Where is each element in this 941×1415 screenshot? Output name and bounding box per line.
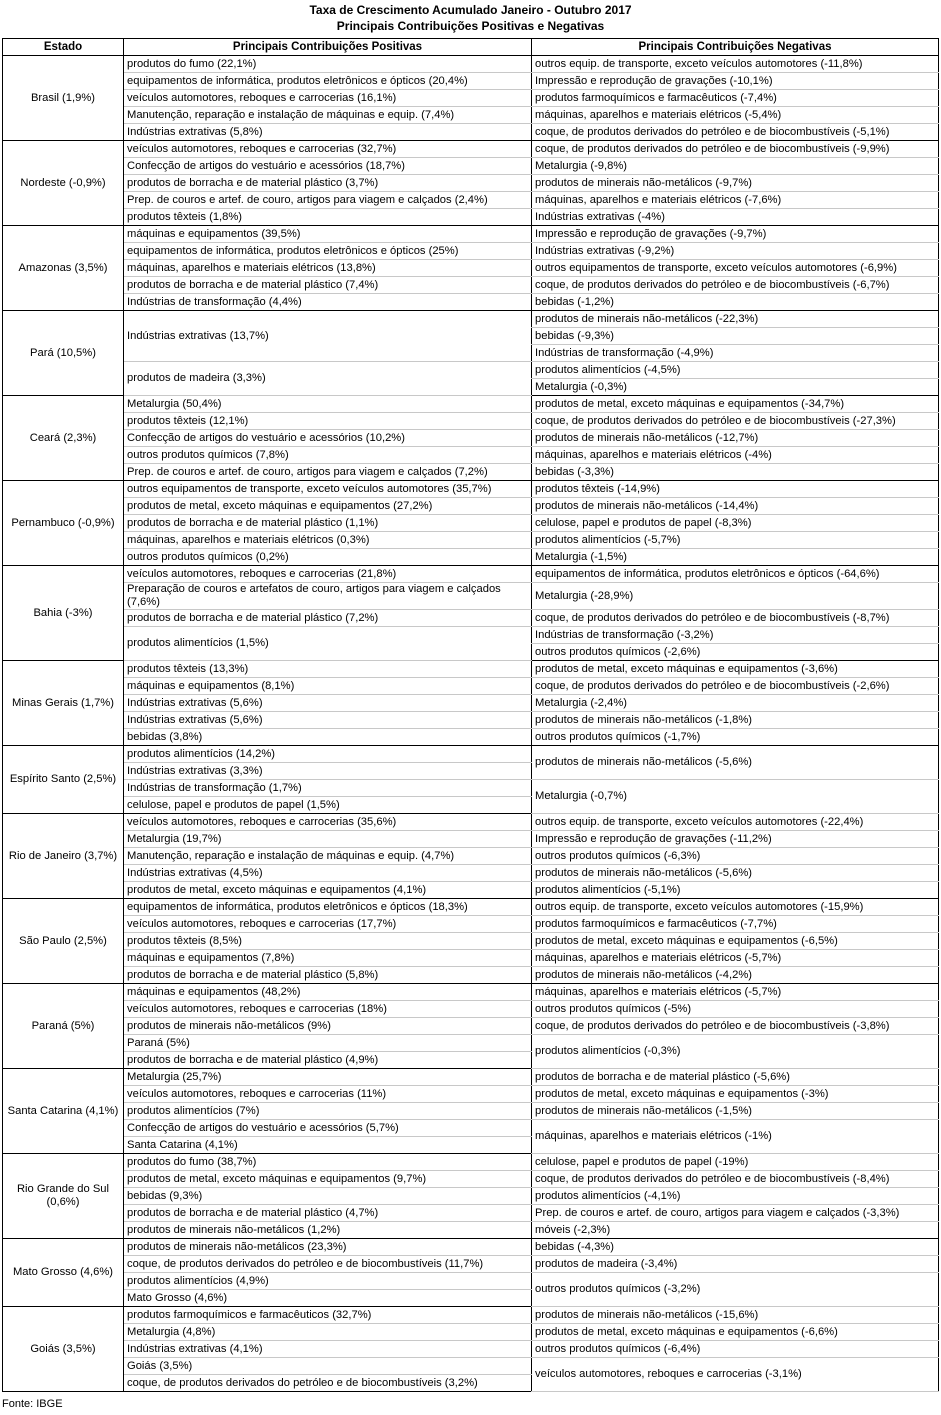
- table-row: [3, 1222, 939, 1239]
- table-row: [3, 396, 939, 413]
- positive-cell: produtos do fumo (38,7%): [124, 1154, 532, 1171]
- table-row: [3, 56, 939, 73]
- table-row: [3, 515, 939, 532]
- table-row: [3, 209, 939, 226]
- negative-cell: Metalurgia (-9,8%): [532, 158, 939, 175]
- state-label: Pernambuco (-0,9%): [3, 481, 124, 566]
- table-row: [3, 1205, 939, 1222]
- table-row: [3, 1273, 939, 1290]
- table-row: [3, 1069, 939, 1086]
- positive-cell: produtos têxteis (13,3%): [124, 661, 532, 678]
- table-row: [3, 498, 939, 515]
- positive-cell: máquinas e equipamentos (48,2%): [124, 984, 532, 1001]
- state-label: Brasil (1,9%): [3, 56, 124, 141]
- table-row: [3, 447, 939, 464]
- positive-cell: Manutenção, reparação e instalação de máquinas e equip. (4,7%): [124, 848, 532, 865]
- positive-cell: equipamentos de informática, produtos eletrônicos e ópticos (25%): [124, 243, 532, 260]
- negative-cell: coque, de produtos derivados do petróleo e de biocombustíveis (-8,4%): [532, 1171, 939, 1188]
- state-label: Goiás (3,5%): [3, 1307, 124, 1392]
- positive-cell: máquinas e equipamentos (39,5%): [124, 226, 532, 243]
- header-row: [3, 39, 939, 56]
- negative-cell: Metalurgia (-1,5%): [532, 549, 939, 566]
- negative-cell: produtos de minerais não-metálicos (-12,7%): [532, 430, 939, 447]
- negative-cell: produtos de metal, exceto máquinas e equipamentos (-6,5%): [532, 933, 939, 950]
- table-row: [3, 260, 939, 277]
- positive-cell: Metalurgia (19,7%): [124, 831, 532, 848]
- state-label: Minas Gerais (1,7%): [3, 661, 124, 746]
- positive-cell: Indústrias extrativas (4,1%): [124, 1341, 532, 1358]
- state-label: Bahia (-3%): [3, 566, 124, 661]
- positive-cell: Indústrias extrativas (4,5%): [124, 865, 532, 882]
- positive-cell: produtos de metal, exceto máquinas e equipamentos (4,1%): [124, 882, 532, 899]
- positive-cell: Manutenção, reparação e instalação de máquinas e equip. (7,4%): [124, 107, 532, 124]
- negative-cell: máquinas, aparelhos e materiais elétricos (-4%): [532, 447, 939, 464]
- negative-cell: outros equip. de transporte, exceto veículos automotores (-15,9%): [532, 899, 939, 916]
- table-row: [3, 1154, 939, 1171]
- negative-cell: produtos têxteis (-14,9%): [532, 481, 939, 498]
- table-row: [3, 549, 939, 566]
- positive-cell: produtos alimentícios (4,9%): [124, 1273, 532, 1290]
- state-label: Mato Grosso (4,6%): [3, 1239, 124, 1307]
- negative-cell: coque, de produtos derivados do petróleo e de biocombustíveis (-9,9%): [532, 141, 939, 158]
- positive-cell: veículos automotores, reboques e carrocerias (17,7%): [124, 916, 532, 933]
- positive-cell: Goiás (3,5%): [124, 1358, 532, 1375]
- negative-cell: coque, de produtos derivados do petróleo e de biocombustíveis (-5,1%): [532, 124, 939, 141]
- state-label: Santa Catarina (4,1%): [3, 1069, 124, 1154]
- positive-cell: produtos alimentícios (14,2%): [124, 746, 532, 763]
- table-row: [3, 1341, 939, 1358]
- positive-cell: Indústrias extrativas (5,6%): [124, 712, 532, 729]
- negative-cell: produtos de minerais não-metálicos (-5,6%): [532, 865, 939, 882]
- positive-cell: Paraná (5%): [124, 1035, 532, 1052]
- positive-cell: Prep. de couros e artef. de couro, artigos para viagem e calçados (7,2%): [124, 464, 532, 481]
- positive-cell: produtos de borracha e de material plástico (4,7%): [124, 1205, 532, 1222]
- positive-cell: máquinas e equipamentos (8,1%): [124, 678, 532, 695]
- table-row: [3, 610, 939, 627]
- negative-cell: Metalurgia (-0,3%): [532, 379, 939, 396]
- negative-cell: coque, de produtos derivados do petróleo e de biocombustíveis (-8,7%): [532, 610, 939, 627]
- positive-cell: Confecção de artigos do vestuário e acessórios (18,7%): [124, 158, 532, 175]
- table-row: [3, 192, 939, 209]
- positive-cell: veículos automotores, reboques e carrocerias (18%): [124, 1001, 532, 1018]
- negative-cell: produtos de borracha e de material plástico (-5,6%): [532, 1069, 939, 1086]
- negative-cell: bebidas (-3,3%): [532, 464, 939, 481]
- negative-cell: produtos farmoquímicos e farmacêuticos (-7,7%): [532, 916, 939, 933]
- negative-cell: bebidas (-9,3%): [532, 328, 939, 345]
- negative-cell: máquinas, aparelhos e materiais elétricos (-1%): [532, 1120, 939, 1154]
- table-row: [3, 712, 939, 729]
- positive-cell: máquinas, aparelhos e materiais elétricos (0,3%): [124, 532, 532, 549]
- positive-cell: produtos de borracha e de material plástico (5,8%): [124, 967, 532, 984]
- positive-cell: produtos alimentícios (7%): [124, 1103, 532, 1120]
- table-row: [3, 950, 939, 967]
- table-row: [3, 362, 939, 379]
- table-title: Taxa de Crescimento Acumulado Janeiro - Outubro 2017: [309, 3, 632, 17]
- table-row: [3, 865, 939, 882]
- table-row: [3, 311, 939, 328]
- positive-cell: veículos automotores, reboques e carrocerias (11%): [124, 1086, 532, 1103]
- positive-cell: Prep. de couros e artef. de couro, artigos para viagem e calçados (2,4%): [124, 192, 532, 209]
- negative-cell: máquinas, aparelhos e materiais elétricos (-5,7%): [532, 984, 939, 1001]
- table-row: [3, 464, 939, 481]
- positive-cell: equipamentos de informática, produtos eletrônicos e ópticos (20,4%): [124, 73, 532, 90]
- positive-cell: outros equipamentos de transporte, exceto veículos automotores (35,7%): [124, 481, 532, 498]
- negative-cell: outros produtos químicos (-5%): [532, 1001, 939, 1018]
- negative-cell: produtos de minerais não-metálicos (-22,3%): [532, 311, 939, 328]
- positive-cell: produtos de metal, exceto máquinas e equipamentos (9,7%): [124, 1171, 532, 1188]
- table-row: [3, 1307, 939, 1324]
- state-label: Pará (10,5%): [3, 311, 124, 396]
- negative-cell: celulose, papel e produtos de papel (-19%): [532, 1154, 939, 1171]
- positive-cell: outros produtos químicos (7,8%): [124, 447, 532, 464]
- positive-cell: produtos de minerais não-metálicos (23,3%): [124, 1239, 532, 1256]
- negative-cell: outros produtos químicos (-6,3%): [532, 848, 939, 865]
- negative-cell: Prep. de couros e artef. de couro, artigos para viagem e calçados (-3,3%): [532, 1205, 939, 1222]
- negative-cell: coque, de produtos derivados do petróleo e de biocombustíveis (-27,3%): [532, 413, 939, 430]
- table-row: [3, 1188, 939, 1205]
- contributions-table: [2, 38, 939, 1392]
- negative-cell: produtos farmoquímicos e farmacêuticos (-7,4%): [532, 90, 939, 107]
- positive-cell: Indústrias extrativas (5,6%): [124, 695, 532, 712]
- table-row: [3, 1358, 939, 1375]
- negative-cell: Indústrias extrativas (-9,2%): [532, 243, 939, 260]
- positive-cell: máquinas, aparelhos e materiais elétricos (13,8%): [124, 260, 532, 277]
- table-row: [3, 933, 939, 950]
- table-row: [3, 1086, 939, 1103]
- negative-cell: máquinas, aparelhos e materiais elétricos (-5,7%): [532, 950, 939, 967]
- table-row: [3, 661, 939, 678]
- positive-cell: produtos de borracha e de material plástico (1,1%): [124, 515, 532, 532]
- table-row: [3, 882, 939, 899]
- positive-cell: produtos do fumo (22,1%): [124, 56, 532, 73]
- table-row: [3, 158, 939, 175]
- table-row: [3, 899, 939, 916]
- table-row: [3, 413, 939, 430]
- negative-cell: máquinas, aparelhos e materiais elétricos (-5,4%): [532, 107, 939, 124]
- negative-cell: produtos de minerais não-metálicos (-5,6%): [532, 746, 939, 780]
- table-row: [3, 532, 939, 549]
- table-row: [3, 277, 939, 294]
- negative-cell: Indústrias de transformação (-3,2%): [532, 627, 939, 644]
- table-row: [3, 107, 939, 124]
- positive-cell: produtos alimentícios (1,5%): [124, 627, 532, 661]
- negative-cell: Metalurgia (-28,9%): [532, 583, 939, 610]
- negative-cell: bebidas (-1,2%): [532, 294, 939, 311]
- table-row: [3, 780, 939, 797]
- negative-cell: produtos de madeira (-3,4%): [532, 1256, 939, 1273]
- positive-cell: produtos de borracha e de material plástico (7,2%): [124, 610, 532, 627]
- negative-cell: celulose, papel e produtos de papel (-8,3%): [532, 515, 939, 532]
- table-row: [3, 243, 939, 260]
- positive-cell: bebidas (3,8%): [124, 729, 532, 746]
- negative-cell: outros equipamentos de transporte, exceto veículos automotores (-6,9%): [532, 260, 939, 277]
- negative-cell: bebidas (-4,3%): [532, 1239, 939, 1256]
- positive-cell: produtos de borracha e de material plástico (4,9%): [124, 1052, 532, 1069]
- negative-cell: produtos de minerais não-metálicos (-1,5%): [532, 1103, 939, 1120]
- negative-cell: outros equip. de transporte, exceto veículos automotores (-22,4%): [532, 814, 939, 831]
- state-label: Amazonas (3,5%): [3, 226, 124, 311]
- negative-cell: outros equip. de transporte, exceto veículos automotores (-11,8%): [532, 56, 939, 73]
- negative-cell: produtos de metal, exceto máquinas e equipamentos (-34,7%): [532, 396, 939, 413]
- positive-cell: Indústrias extrativas (5,8%): [124, 124, 532, 141]
- table-row: [3, 1171, 939, 1188]
- table-row: [3, 481, 939, 498]
- state-label: Rio de Janeiro (3,7%): [3, 814, 124, 899]
- negative-cell: produtos de metal, exceto máquinas e equipamentos (-6,6%): [532, 1324, 939, 1341]
- header-negative: Principais Contribuições Negativas: [532, 39, 939, 56]
- positive-cell: veículos automotores, reboques e carrocerias (35,6%): [124, 814, 532, 831]
- positive-cell: produtos têxteis (1,8%): [124, 209, 532, 226]
- table-row: [3, 729, 939, 746]
- negative-cell: outros produtos químicos (-2,6%): [532, 644, 939, 661]
- positive-cell: Mato Grosso (4,6%): [124, 1290, 532, 1307]
- table-row: [3, 226, 939, 243]
- table-row: [3, 175, 939, 192]
- negative-cell: produtos de metal, exceto máquinas e equipamentos (-3%): [532, 1086, 939, 1103]
- negative-cell: produtos de minerais não-metálicos (-9,7%): [532, 175, 939, 192]
- negative-cell: coque, de produtos derivados do petróleo e de biocombustíveis (-2,6%): [532, 678, 939, 695]
- table-row: [3, 627, 939, 644]
- negative-cell: outros produtos químicos (-1,7%): [532, 729, 939, 746]
- positive-cell: equipamentos de informática, produtos eletrônicos e ópticos (18,3%): [124, 899, 532, 916]
- negative-cell: coque, de produtos derivados do petróleo e de biocombustíveis (-3,8%): [532, 1018, 939, 1035]
- negative-cell: Impressão e reprodução de gravações (-11,2%): [532, 831, 939, 848]
- table-row: [3, 831, 939, 848]
- positive-cell: Indústrias de transformação (1,7%): [124, 780, 532, 797]
- table-row: [3, 1120, 939, 1137]
- negative-cell: produtos de minerais não-metálicos (-1,8%): [532, 712, 939, 729]
- positive-cell: Preparação de couros e artefatos de couro, artigos para viagem e calçados (7,6%): [124, 583, 532, 610]
- negative-cell: produtos de minerais não-metálicos (-4,2%): [532, 967, 939, 984]
- table-subtitle: Principais Contribuições Positivas e Negativas: [336, 19, 605, 33]
- negative-cell: Indústrias de transformação (-4,9%): [532, 345, 939, 362]
- positive-cell: celulose, papel e produtos de papel (1,5%): [124, 797, 532, 814]
- positive-cell: Metalurgia (25,7%): [124, 1069, 532, 1086]
- negative-cell: equipamentos de informática, produtos eletrônicos e ópticos (-64,6%): [532, 566, 939, 583]
- negative-cell: produtos de minerais não-metálicos (-15,6%): [532, 1307, 939, 1324]
- source-note: Fonte: IBGE: [2, 1398, 63, 1410]
- table-row: [3, 916, 939, 933]
- positive-cell: outros produtos químicos (0,2%): [124, 549, 532, 566]
- negative-cell: Impressão e reprodução de gravações (-9,7%): [532, 226, 939, 243]
- positive-cell: produtos de metal, exceto máquinas e equipamentos (27,2%): [124, 498, 532, 515]
- positive-cell: produtos de borracha e de material plástico (7,4%): [124, 277, 532, 294]
- negative-cell: produtos alimentícios (-4,5%): [532, 362, 939, 379]
- negative-cell: máquinas, aparelhos e materiais elétricos (-7,6%): [532, 192, 939, 209]
- table-row: [3, 746, 939, 763]
- table-row: [3, 1103, 939, 1120]
- table-row: [3, 566, 939, 583]
- positive-cell: veículos automotores, reboques e carrocerias (16,1%): [124, 90, 532, 107]
- negative-cell: Indústrias extrativas (-4%): [532, 209, 939, 226]
- table-row: [3, 90, 939, 107]
- table-row: [3, 73, 939, 90]
- positive-cell: coque, de produtos derivados do petróleo e de biocombustíveis (3,2%): [124, 1375, 532, 1392]
- positive-cell: produtos têxteis (12,1%): [124, 413, 532, 430]
- negative-cell: produtos alimentícios (-5,1%): [532, 882, 939, 899]
- table-row: [3, 1035, 939, 1052]
- state-label: Paraná (5%): [3, 984, 124, 1069]
- negative-cell: Impressão e reprodução de gravações (-10,1%): [532, 73, 939, 90]
- positive-cell: Confecção de artigos do vestuário e acessórios (5,7%): [124, 1120, 532, 1137]
- table-row: [3, 124, 939, 141]
- table-row: [3, 1018, 939, 1035]
- positive-cell: Indústrias de transformação (4,4%): [124, 294, 532, 311]
- negative-cell: Metalurgia (-0,7%): [532, 780, 939, 814]
- table-row: [3, 294, 939, 311]
- positive-cell: Indústrias extrativas (3,3%): [124, 763, 532, 780]
- positive-cell: produtos de borracha e de material plástico (3,7%): [124, 175, 532, 192]
- positive-cell: Confecção de artigos do vestuário e acessórios (10,2%): [124, 430, 532, 447]
- table-row: [3, 695, 939, 712]
- positive-cell: produtos de madeira (3,3%): [124, 362, 532, 396]
- positive-cell: máquinas e equipamentos (7,8%): [124, 950, 532, 967]
- table-row: [3, 430, 939, 447]
- state-label: Ceará (2,3%): [3, 396, 124, 481]
- table-row: [3, 848, 939, 865]
- negative-cell: móveis (-2,3%): [532, 1222, 939, 1239]
- state-label: Rio Grande do Sul (0,6%): [3, 1154, 124, 1239]
- positive-cell: produtos de minerais não-metálicos (1,2%): [124, 1222, 532, 1239]
- table-row: [3, 678, 939, 695]
- positive-cell: produtos farmoquímicos e farmacêuticos (32,7%): [124, 1307, 532, 1324]
- negative-cell: veículos automotores, reboques e carrocerias (-3,1%): [532, 1358, 939, 1392]
- negative-cell: produtos alimentícios (-0,3%): [532, 1035, 939, 1069]
- positive-cell: produtos de minerais não-metálicos (9%): [124, 1018, 532, 1035]
- positive-cell: bebidas (9,3%): [124, 1188, 532, 1205]
- negative-cell: produtos de metal, exceto máquinas e equipamentos (-3,6%): [532, 661, 939, 678]
- negative-cell: produtos alimentícios (-5,7%): [532, 532, 939, 549]
- state-label: Espírito Santo (2,5%): [3, 746, 124, 814]
- positive-cell: coque, de produtos derivados do petróleo e de biocombustíveis (11,7%): [124, 1256, 532, 1273]
- table-row: [3, 1239, 939, 1256]
- positive-cell: Santa Catarina (4,1%): [124, 1137, 532, 1154]
- positive-cell: Metalurgia (4,8%): [124, 1324, 532, 1341]
- table-row: [3, 1256, 939, 1273]
- positive-cell: veículos automotores, reboques e carrocerias (21,8%): [124, 566, 532, 583]
- negative-cell: outros produtos químicos (-6,4%): [532, 1341, 939, 1358]
- negative-cell: coque, de produtos derivados do petróleo e de biocombustíveis (-6,7%): [532, 277, 939, 294]
- table-row: [3, 1324, 939, 1341]
- positive-cell: Metalurgia (50,4%): [124, 396, 532, 413]
- negative-cell: produtos de minerais não-metálicos (-14,4%): [532, 498, 939, 515]
- negative-cell: Metalurgia (-2,4%): [532, 695, 939, 712]
- negative-cell: produtos alimentícios (-4,1%): [532, 1188, 939, 1205]
- negative-cell: outros produtos químicos (-3,2%): [532, 1273, 939, 1307]
- positive-cell: Indústrias extrativas (13,7%): [124, 311, 532, 362]
- table-row: [3, 1001, 939, 1018]
- state-label: São Paulo (2,5%): [3, 899, 124, 984]
- positive-cell: produtos têxteis (8,5%): [124, 933, 532, 950]
- state-label: Nordeste (-0,9%): [3, 141, 124, 226]
- table-row: [3, 967, 939, 984]
- header-state: Estado: [3, 39, 124, 56]
- table-row: [3, 984, 939, 1001]
- header-positive: Principais Contribuições Positivas: [124, 39, 532, 56]
- positive-cell: veículos automotores, reboques e carrocerias (32,7%): [124, 141, 532, 158]
- table-row: [3, 141, 939, 158]
- table-row: [3, 814, 939, 831]
